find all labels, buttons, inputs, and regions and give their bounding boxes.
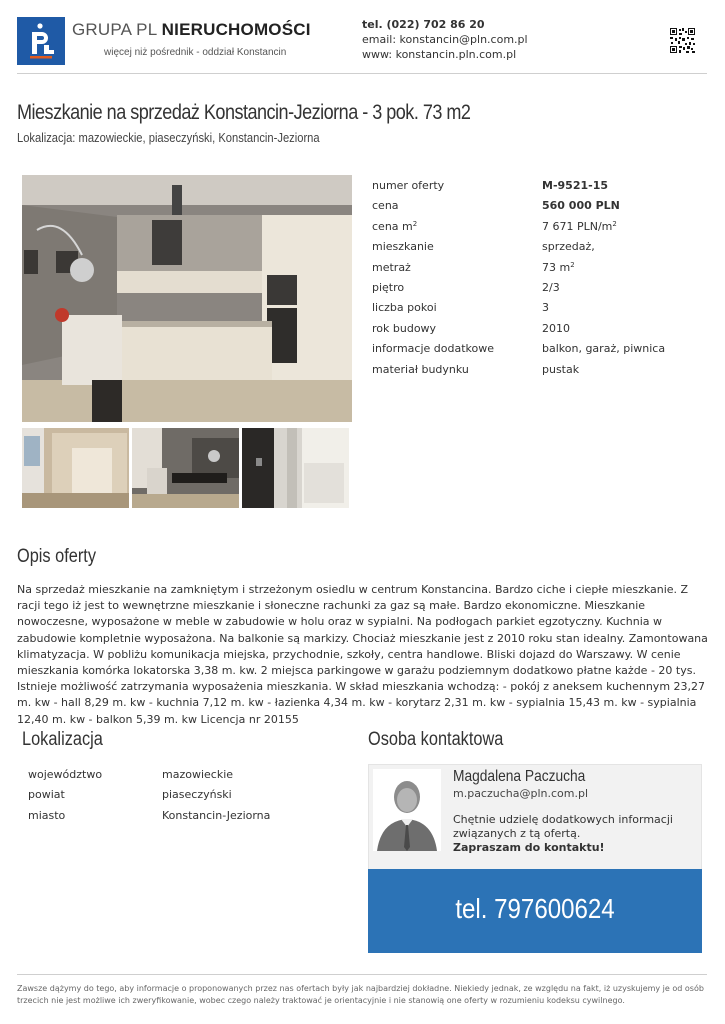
detail-key: cena xyxy=(372,199,399,213)
location-heading: Lokalizacja xyxy=(22,729,103,750)
listing-location: Lokalizacja: mazowieckie, piaseczyński, Konstancin-Jeziorna xyxy=(17,130,320,145)
agent-phone[interactable]: tel. 797600624 xyxy=(455,893,615,924)
detail-value: 560 000 PLN xyxy=(542,199,620,213)
agent-avatar-icon xyxy=(373,769,441,851)
detail-key: informacje dodatkowe xyxy=(372,342,495,356)
detail-value: sprzedaż, xyxy=(542,240,595,254)
detail-value: 3 xyxy=(542,301,549,315)
location-row xyxy=(28,809,348,829)
office-phone[interactable]: tel. (022) 702 86 20 xyxy=(362,18,485,31)
agent-message xyxy=(453,813,693,855)
detail-row xyxy=(372,322,712,342)
page-header xyxy=(0,0,725,74)
detail-key: materiał budynku xyxy=(372,362,469,376)
detail-value: balkon, garaż, piwnica xyxy=(542,342,666,356)
detail-key: rok budowy xyxy=(372,321,437,335)
agent-email[interactable]: m.paczucha@pln.com.pl xyxy=(453,787,589,800)
office-www[interactable]: www: konstancin.pln.com.pl xyxy=(362,48,517,61)
location-value: mazowieckie xyxy=(162,768,234,781)
header-divider xyxy=(17,73,707,74)
agent-heading: Osoba kontaktowa xyxy=(368,729,504,750)
thumbnail-photo-2[interactable] xyxy=(132,428,239,508)
offer-details xyxy=(372,179,712,383)
brand-name: GRUPA PL NIERUCHOMOŚCI xyxy=(72,20,311,39)
detail-value: 2/3 xyxy=(542,280,560,294)
location-key: miasto xyxy=(28,808,66,822)
detail-key: metraż xyxy=(372,260,411,274)
agent-card xyxy=(368,764,702,870)
location-value: piaseczyński xyxy=(162,788,232,802)
listing-title: Mieszkanie na sprzedaż Konstancin-Jeziorna - 3 pok. 73 m2 xyxy=(17,101,471,124)
detail-key: liczba pokoi xyxy=(372,301,437,315)
location-value: Konstancin-Jeziorna xyxy=(162,808,271,822)
detail-key: mieszkanie xyxy=(372,240,434,254)
main-photo[interactable] xyxy=(22,175,352,422)
detail-value: pustak xyxy=(542,362,580,376)
footer-divider xyxy=(17,974,707,975)
detail-row xyxy=(372,363,712,383)
description-text: Na sprzedaż mieszkanie na zamkniętym i strzeżonym osiedlu w centrum Konstancina. Bardzo ciche i ciepłe mieszkanie. Z racji tego iż jest to wewnętrzne mieszkanie i słoneczne rachunki za gaz są małe. Bardzo ekonomiczne. Mieszkanie nowoczesne, wyposażone w meble w zabudowie w holu oraz w sypialni. Na podłogach parkiet egzotyczny. Kuchnia w zabudowie kompletnie wyposażona. Na balkonie są markizy. Chociaż mieszkanie jest z 2010 roku stan idealny. Zamontowana klimatyzacja. W pobliżu komunikacja miejska, przychodnie, szkoły, centra handlowe. Bliski dojazd do Warszawy. W cenie mieszkania komórka lokatorska 3,38 m. kw. 2 miejsca parkingowe w garażu podziemnym dodatkowo płatne każde - 20 tys. Istnieje możliwość zatrzymania wyposażenia mieszkania. W skład mieszkania wchodzą: - pokój z aneksem kuchennym 23,27 m. kw - hall 8,29 m. kw - kuchnia 7,12 m. kw - łazienka 4,34 m. kw - korytarz 2,31 m. kw - sypialnia 15,43 m. kw - sypialnia 12,40 m. kw - balkon 5,39 m. kw Licencja nr 20155 xyxy=(17,583,708,726)
location-row xyxy=(28,788,348,808)
office-contact xyxy=(362,17,528,62)
detail-value: 73 $m^2$ xyxy=(542,260,575,274)
detail-value: M-9521-15 xyxy=(542,179,608,192)
agent-name: Magdalena Paczucha xyxy=(453,768,586,785)
qr-code-icon xyxy=(669,27,696,54)
detail-row xyxy=(372,301,712,321)
detail-row xyxy=(372,179,712,199)
description-heading: Opis oferty xyxy=(17,546,97,567)
agent-message-text: Chętnie udzielę dodatkowych informacji związanych z tą ofertą. xyxy=(453,813,673,840)
detail-key: cena $m^2$ xyxy=(372,219,418,233)
office-email[interactable]: email: konstancin@pln.com.pl xyxy=(362,33,528,46)
detail-key: piętro xyxy=(372,280,405,294)
detail-key: numer oferty xyxy=(372,179,445,192)
detail-value: 7 671 PLN/$m^2$ xyxy=(542,219,617,233)
thumbnail-photo-3[interactable] xyxy=(242,428,349,508)
detail-value: 2010 xyxy=(542,321,570,335)
thumbnail-photo-1[interactable] xyxy=(22,428,129,508)
detail-row xyxy=(372,199,712,219)
pl-logo-icon xyxy=(17,17,65,65)
detail-row xyxy=(372,261,712,281)
brand-tagline: więcej niż pośrednik - oddział Konstancin xyxy=(104,47,287,58)
detail-row xyxy=(372,240,712,260)
detail-row xyxy=(372,281,712,301)
detail-row xyxy=(372,220,712,240)
agent-cta: Zapraszam do kontaktu! xyxy=(453,841,605,854)
footer-disclaimer: Zawsze dążymy do tego, aby informacje o proponowanych przez nas ofertach były jak najbardziej dokładne. Niekiedy jednak, ze względu na fakt, iż uzyskujemy je od osób trzecich nie jest możliwe ich zweryfikowanie, wobec czego należy traktować je orientacyjnie i nie stanowią one oferty w rozumieniu kodeksu cywilnego. xyxy=(17,984,704,1005)
agent-phone-box[interactable] xyxy=(368,869,702,953)
location-row xyxy=(28,768,348,788)
location-key: województwo xyxy=(28,768,103,781)
location-table xyxy=(28,768,348,829)
location-key: powiat xyxy=(28,788,65,802)
detail-row xyxy=(372,342,712,362)
